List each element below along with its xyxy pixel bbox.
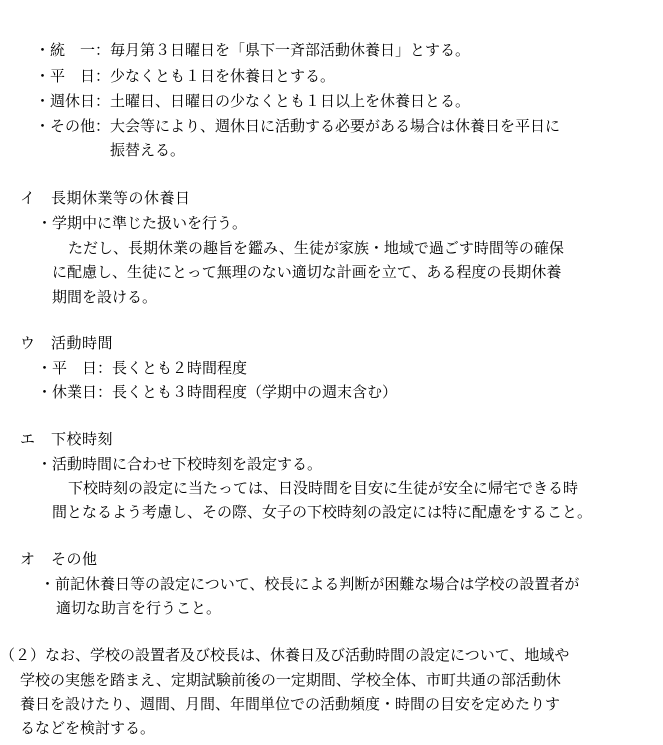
section-e-heading: エ 下校時刻 (20, 430, 114, 448)
rule-weekday: ・平 日：少なくとも１日を休養日とする。 (35, 67, 336, 85)
section-2-line2: 学校の実態を踏まえ、定期試験前後の一定期間、学校全体、市町共通の部活動休 (20, 671, 561, 689)
section-i-paragraph-line3: 期間を設ける。 (52, 288, 158, 306)
section-2-line3: 養日を設けたり、週間、月間、年間単位での活動頻度・時間の目安を定めたりす (20, 695, 561, 713)
section-i-paragraph-line1: ただし、長期休業の趣旨を鑑み、生徒が家族・地域で過ごす時間等の確保 (68, 239, 564, 257)
section-o-bullet-line2: 適切な助言を行うこと。 (56, 599, 222, 617)
section-i-bullet: ・学期中に準じた扱いを行う。 (37, 214, 248, 232)
section-i-paragraph-line2: に配慮し、生徒にとって無理のない適切な計画を立て、ある程度の長期休養 (52, 263, 562, 281)
section-2-line4: るなどを検討する。 (20, 719, 156, 737)
section-o-bullet-line1: ・前記休養日等の設定について、校長による判断が困難な場合は学校の設置者が (40, 575, 580, 593)
section-e-paragraph-line1: 下校時刻の設定に当たっては、日没時間を目安に生徒が安全に帰宅できる時 (68, 479, 579, 497)
section-i-heading: イ 長期休業等の休養日 (20, 189, 191, 207)
section-u-holiday: ・休業日：長くとも３時間程度（学期中の週末含む） (37, 383, 398, 401)
rule-weekend: ・週休日：土曜日、日曜日の少なくとも１日以上を休養日とる。 (35, 92, 471, 110)
section-e-paragraph-line2: 間となるよう考慮し、その際、女子の下校時刻の設定には特に配慮をすること。 (52, 503, 593, 521)
section-e-bullet: ・活動時間に合わせ下校時刻を設定する。 (37, 455, 323, 473)
rule-unify: ・統 一：毎月第３日曜日を「県下一斉部活動休養日」とする。 (35, 41, 471, 59)
rule-other-line1: ・その他：大会等により、週休日に活動する必要がある場合は休養日を平日に (35, 117, 561, 135)
section-u-weekday: ・平 日：長くとも２時間程度 (37, 359, 248, 377)
section-o-heading: オ その他 (20, 550, 98, 568)
section-2-line1: （２）なお、学校の設置者及び校長は、休養日及び活動時間の設定について、地域や (0, 646, 570, 664)
section-u-heading: ウ 活動時間 (20, 334, 114, 352)
rule-other-line2: 振替える。 (110, 141, 186, 159)
